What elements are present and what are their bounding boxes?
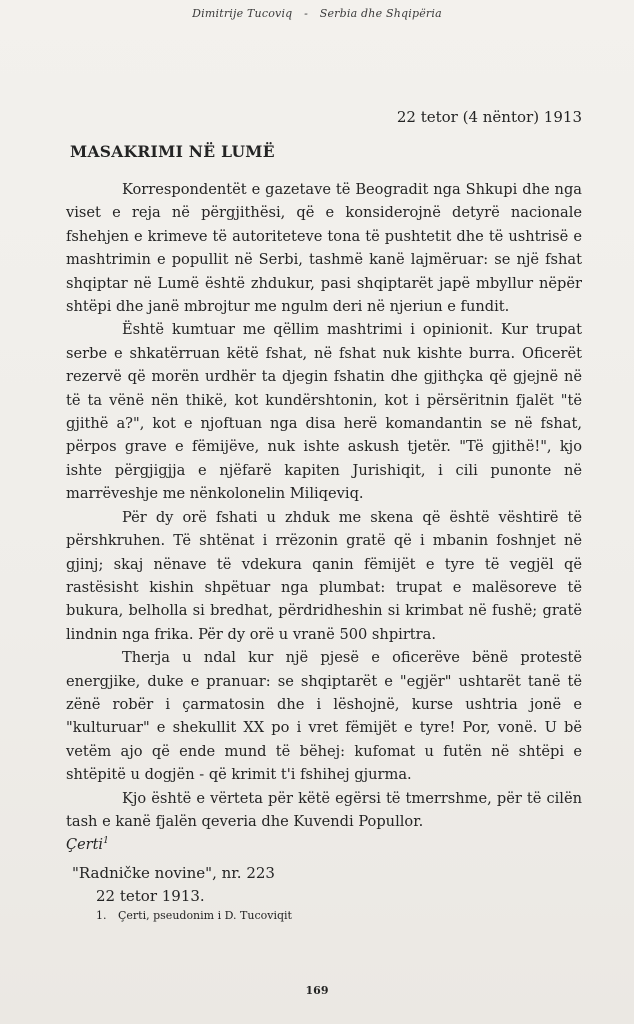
footnote-number: 1.	[96, 909, 107, 922]
paragraph-3: Për dy orë fshati u zhduk me skena që është vështirë të përshkruhen. Të shtënat i rrëzonin gratë që i mbanin foshnjet në gjinj; skaj nënave të vdekura qanin fëmijët e tyre të vegjël që rastësisht kishin shpëtuar nga plumbat: trupat e malësoreve të bukura, belholla si bredhat, përdridheshin si krimbat në fushë; gratë lindnin nga frika. Për dy orë u vranë 500 shpirtra.	[66, 508, 582, 643]
article-title: MASAKRIMI NË LUMË	[70, 142, 275, 161]
article-body	[66, 178, 582, 833]
header-author: Dimitrije Tucoviq	[192, 7, 293, 20]
signature-name: Çerti	[66, 836, 104, 853]
article-source: "Radničke novine", nr. 223	[72, 864, 275, 882]
header-separator: -	[304, 7, 309, 20]
footnote-reference: 1	[103, 836, 109, 846]
running-header	[0, 7, 634, 20]
paragraph-2: Është kumtuar me qëllim mashtrimi i opinionit. Kur trupat serbe e shkatërruan këtë fshat, në fshat nuk kishte burra. Oficerët rezervë që morën urdhër ta djegin fshatin dhe gjithçka që gjejnë në të ta vënë nën thikë, kot kundërshtonin, kot i përsëritnin fjalët "të gjithë a?", kot e njoftuan nga disa herë komandantin se në fshat, përpos grave e fëmijëve, nuk ishte askush tjetër. "Të gjithë!", kjo ishte përgjigjja e njëfarë kapiten Jurishiqit, i cili punonte në marrëveshje me nënkolonelin Miliqeviq.	[66, 321, 582, 503]
header-book-title: Serbia dhe Shqipëria	[319, 7, 442, 20]
paragraph-4: Therja u ndal kur një pjesë e oficerëve bënë protestë energjike, duke e pranuar: se shqiptarët e "egjër" ushtarët tanë të zënë robër i çarmatosin dhe i lëshojnë, kurse ushtria jonë e "kulturuar" e shekullit XX po i vret fëmijët e tyre! Por, vonë. U bë vetëm ajo që ende mund të bëhej: kufomat u futën në shtëpi e shtëpitë u dogjën - që krimit t'i fshihej gjurma.	[66, 649, 582, 784]
paragraph-1: Korrespondentët e gazetave të Beogradit nga Shkupi dhe nga viset e reja në përgjithësi, që e konsiderojnë detyrë nacionale fshehjen e krimeve të autoriteteve tona të pushtetit dhe të ushtrisë e mashtrimin e popullit në Serbi, tashmë kanë lajmëruar: se një fshat shqiptar në Lumë është zhdukur, pasi shqiptarët japë mbyllur nëpër shtëpi dhe janë mbrojtur me ngulm deri në njeriun e fundit.	[66, 181, 582, 316]
article-signature	[66, 836, 109, 853]
paragraph-5: Kjo është e vërteta për këtë egërsi të tmerrshme, për të cilën tash e kanë fjalën qeveria dhe Kuvendi Popullor.	[66, 789, 582, 830]
footnote	[96, 909, 292, 922]
page-number: 169	[305, 984, 329, 997]
source-date: 22 tetor 1913.	[96, 887, 205, 905]
article-date: 22 tetor (4 nëntor) 1913	[396, 108, 582, 126]
footnote-text: Çerti, pseudonim i D. Tucoviqit	[118, 909, 292, 922]
